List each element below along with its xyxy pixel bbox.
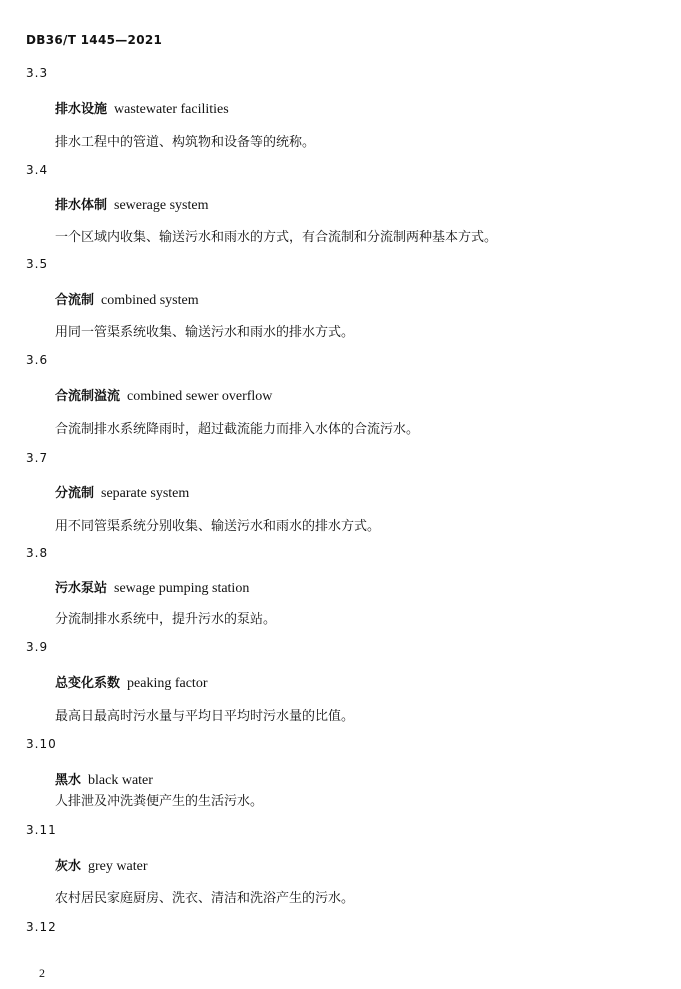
term-definition: 最高日最高时污水量与平均日平均时污水量的比值。 xyxy=(55,709,355,724)
term-english: separate system xyxy=(101,486,190,501)
clause-number: 3.3 xyxy=(26,66,49,80)
term-english: combined system xyxy=(101,293,199,308)
clause-number: 3.11 xyxy=(26,823,57,837)
term-english: sewage pumping station xyxy=(114,581,250,596)
term-english: wastewater facilities xyxy=(114,102,229,117)
term-english: combined sewer overflow xyxy=(127,389,273,404)
term-heading xyxy=(55,482,189,502)
term-chinese: 合流制 xyxy=(55,293,95,308)
clause-number: 3.12 xyxy=(26,920,57,934)
term-definition: 排水工程中的管道、构筑物和设备等的统称。 xyxy=(55,135,316,150)
term-heading xyxy=(55,769,153,789)
term-heading xyxy=(55,577,249,597)
term-english: sewerage system xyxy=(114,198,209,213)
term-definition: 一个区域内收集、输送污水和雨水的方式，有合流制和分流制两种基本方式。 xyxy=(55,230,498,245)
clause-number: 3.6 xyxy=(26,353,49,367)
page-number: 2 xyxy=(39,966,45,980)
term-heading xyxy=(55,855,147,875)
term-heading xyxy=(55,385,272,405)
term-chinese: 灰水 xyxy=(55,859,82,874)
term-chinese: 排水体制 xyxy=(55,198,108,213)
term-definition: 人排泄及冲洗粪便产生的生活污水。 xyxy=(55,794,264,809)
term-english: grey water xyxy=(88,859,148,874)
clause-number: 3.10 xyxy=(26,737,57,751)
clause-number: 3.7 xyxy=(26,451,49,465)
term-chinese: 排水设施 xyxy=(55,102,108,117)
clause-number: 3.8 xyxy=(26,546,49,560)
term-definition: 用同一管渠系统收集、输送污水和雨水的排水方式。 xyxy=(55,325,355,340)
term-chinese: 污水泵站 xyxy=(55,581,108,596)
term-chinese: 总变化系数 xyxy=(55,676,121,691)
term-definition: 农村居民家庭厨房、洗衣、清洁和洗浴产生的污水。 xyxy=(55,891,355,906)
standard-code-header: DB36/T 1445—2021 xyxy=(26,33,163,47)
term-definition: 合流制排水系统降雨时，超过截流能力而排入水体的合流污水。 xyxy=(55,422,420,437)
term-heading xyxy=(55,98,229,118)
term-definition: 用不同管渠系统分别收集、输送污水和雨水的排水方式。 xyxy=(55,519,381,534)
term-heading xyxy=(55,672,207,692)
clause-number: 3.9 xyxy=(26,640,49,654)
term-chinese: 合流制溢流 xyxy=(55,389,121,404)
term-heading xyxy=(55,289,199,309)
clause-number: 3.4 xyxy=(26,163,49,177)
term-chinese: 黑水 xyxy=(55,773,82,788)
term-chinese: 分流制 xyxy=(55,486,95,501)
clause-number: 3.5 xyxy=(26,257,49,271)
term-english: black water xyxy=(88,773,153,788)
term-english: peaking factor xyxy=(127,676,208,691)
term-heading xyxy=(55,194,208,214)
term-definition: 分流制排水系统中，提升污水的泵站。 xyxy=(55,612,277,627)
